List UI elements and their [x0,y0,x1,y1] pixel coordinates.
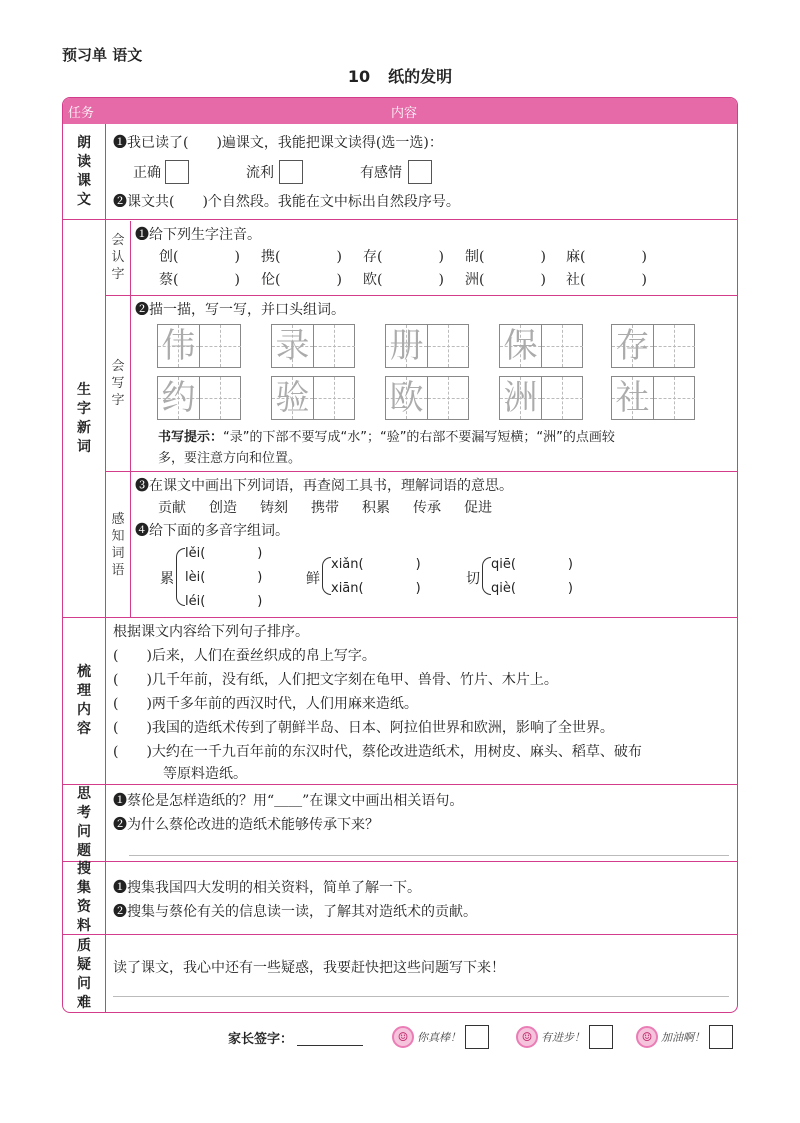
row-divider [63,617,737,618]
trace-character: 社 [615,378,650,418]
trace-character: 存 [615,326,650,366]
polyphone-item: xiǎn( ) [331,557,421,572]
writing-grid[interactable] [157,376,241,420]
writing-tip-line-2: 多，要注意方向和位置。 [158,451,302,466]
vocab-word: 传承 [413,500,441,516]
table-header [63,98,737,124]
polyphone-char-lei: 累 [160,571,174,587]
trace-character: 欧 [389,378,424,418]
pinyin-item: 携( ) [261,249,342,265]
polyphone-char-qie: 切 [466,571,480,587]
writing-grid[interactable] [271,376,355,420]
trace-character: 伟 [161,326,196,366]
vocab-word: 贡献 [158,500,186,516]
task-column-header: 任务 [68,106,95,121]
read-line-1: ❶我已读了( )遍课文，我能把课文读得(选一选)： [113,135,443,151]
pinyin-item: 创( ) [159,249,240,265]
write-instruction: ❷描一描，写一写，并口头组词。 [135,302,345,318]
brace [482,557,491,595]
collect-item-2: ❷搜集与蔡伦有关的信息读一读，了解其对造纸术的贡献。 [113,904,477,920]
rating-checkbox[interactable] [709,1025,733,1049]
pinyin-item: 存( ) [363,249,444,265]
polyphone-item: qiē( ) [491,557,574,572]
rating-great [392,1023,489,1051]
sort-item: ( )大约在一千九百年前的东汉时代，蔡伦改进造纸术，用树皮、麻头、稻草、破布 [113,744,642,760]
think-question-1: ❶蔡伦是怎样造纸的？用“＿＿”在课文中画出相关语句。 [113,793,464,809]
think-question-2: ❷为什么蔡伦改进的造纸术能够传承下来？ [113,817,379,833]
polyphone-char-xian: 鲜 [306,571,320,587]
writing-grid[interactable] [271,324,355,368]
page-header: 预习单 语文 [62,46,143,64]
worksheet-table [62,97,738,1013]
recognize-instruction: ❶给下列生字注音。 [135,227,261,243]
section-label-think: 思考问题 [77,786,91,859]
vocab-word: 积累 [362,500,390,516]
writing-grid[interactable] [157,324,241,368]
vocab-word: 携带 [311,500,339,516]
perceive-instruction-1: ❸在课文中画出下列词语，再查阅工具书，理解词语的意思。 [135,478,513,494]
parent-signature [228,1023,363,1051]
sublabel-perceive: 感知词语 [111,511,125,578]
vocab-word: 铸刻 [260,500,288,516]
answer-line[interactable] [129,855,729,856]
section-label-read: 朗读课文 [77,134,91,208]
page-title [0,64,800,87]
option-fluent-checkbox[interactable] [279,160,303,184]
signature-line[interactable] [297,1029,363,1046]
sort-item: ( )我国的造纸术传到了朝鲜半岛、日本、阿拉伯世界和欧洲，影响了全世界。 [113,720,614,736]
parent-sign-label: 家长签字： [228,1031,294,1047]
writing-grid[interactable] [611,324,695,368]
trace-character: 保 [503,326,538,366]
sort-item-continuation: 等原料造纸。 [163,766,247,782]
sort-item: ( )几千年前，没有纸，人们把文字刻在龟甲、兽骨、竹片、木片上。 [113,672,558,688]
section-label-newwords: 生字新词 [77,381,91,455]
read-line-2: ❷课文共( )个自然段。我能在文中标出自然段序号。 [113,194,460,210]
rating-checkbox[interactable] [589,1025,613,1049]
trace-character: 洲 [503,378,538,418]
writing-tip-line-1: 书写提示：“录”的下部不要写成“水”；“验”的右部不要漏写短横；“洲”的点画较 [158,430,615,445]
polyphone-item: xiān( ) [331,581,421,596]
rating-encourage [636,1023,733,1051]
polyphone-item: lěi( ) [185,546,263,561]
pinyin-item: 洲( ) [465,272,546,288]
option-emotion-label: 有感情 [360,165,402,181]
subrow-divider [105,295,737,296]
section-label-sort: 梳理内容 [77,664,91,737]
trace-character: 录 [275,326,310,366]
trace-character: 约 [161,378,196,418]
rating-label: 加油啊！ [661,1031,705,1044]
sun-face-icon: ☺ [636,1026,658,1048]
polyphone-item: lèi( ) [185,570,263,585]
trace-character: 册 [389,326,424,366]
writing-grid[interactable] [611,376,695,420]
polyphone-item: léi( ) [185,594,263,609]
sort-item: ( )后来，人们在蚕丝织成的帛上写字。 [113,648,376,664]
option-correct-checkbox[interactable] [165,160,189,184]
pinyin-item: 麻( ) [566,249,647,265]
subrow-divider [105,471,737,472]
sublabel-write: 会写字 [111,359,125,408]
polyphone-item: qiè( ) [491,581,574,596]
vocab-word: 创造 [209,500,237,516]
content-column-header: 内容 [391,106,418,121]
answer-line[interactable] [113,996,729,997]
row-divider [63,784,737,785]
sublabel-recognize: 会认字 [111,233,125,282]
sun-face-icon: ☺ [392,1026,414,1048]
writing-tip-label: 书写提示： [158,430,224,445]
subcolumn-divider [130,221,131,617]
pinyin-item: 制( ) [465,249,546,265]
option-correct-label: 正确 [133,165,161,181]
row-divider [63,219,737,220]
pinyin-item: 伦( ) [261,272,342,288]
rating-checkbox[interactable] [465,1025,489,1049]
lesson-title: 纸的发明 [388,67,453,86]
sort-intro: 根据课文内容给下列句子排序。 [113,624,309,640]
writing-grid[interactable] [385,324,469,368]
section-label-question: 质疑问难 [77,937,91,1011]
pinyin-item: 蔡( ) [159,272,240,288]
row-divider [63,861,737,862]
brace [322,557,331,595]
brace [176,548,185,606]
trace-character: 验 [275,378,310,418]
row-divider [63,934,737,935]
writing-grid[interactable] [385,376,469,420]
rating-progress [516,1023,613,1051]
perceive-instruction-2: ❹给下面的多音字组词。 [135,523,289,539]
section-label-collect: 搜集资料 [77,861,91,934]
sort-item: ( )两千多年前的西汉时代，人们用麻来造纸。 [113,696,418,712]
sun-face-icon: ☺ [516,1026,538,1048]
rating-label: 有进步！ [541,1031,585,1044]
vocab-word: 促进 [464,500,492,516]
question-prompt: 读了课文，我心中还有一些疑惑，我要赶快把这些问题写下来！ [113,960,505,976]
collect-item-1: ❶搜集我国四大发明的相关资料，简单了解一下。 [113,880,421,896]
rating-label: 你真棒！ [417,1031,461,1044]
option-fluent-label: 流利 [246,165,274,181]
pinyin-item: 社( ) [566,272,647,288]
writing-grid[interactable] [499,376,583,420]
pinyin-item: 欧( ) [363,272,444,288]
option-emotion-checkbox[interactable] [408,160,432,184]
lesson-number: 10 [347,67,371,86]
writing-grid[interactable] [499,324,583,368]
